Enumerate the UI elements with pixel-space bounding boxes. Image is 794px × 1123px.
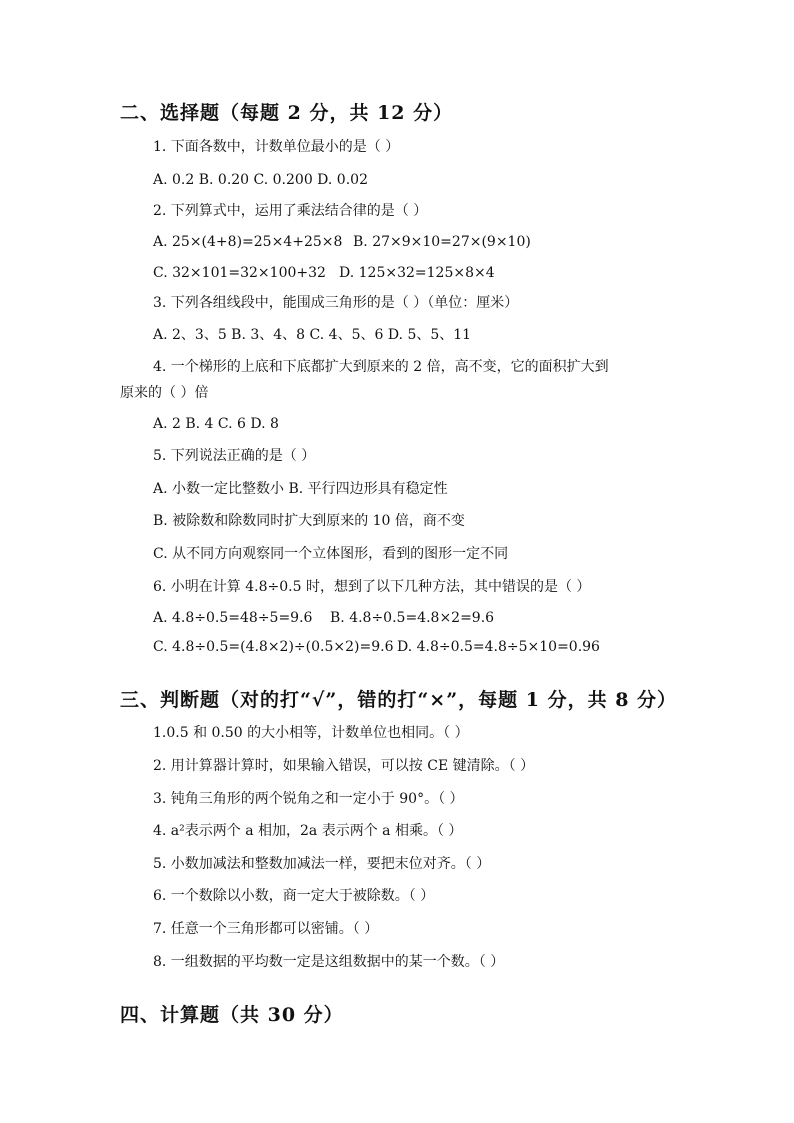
question-1-options: A. 0.2 B. 0.20 C. 0.200 D. 0.02	[153, 172, 368, 188]
judge-item-4: 4. a²表示两个 a 相加，2a 表示两个 a 相乘。（ ）	[153, 823, 463, 839]
judge-item-7: 7. 任意一个三角形都可以密铺。（ ）	[153, 921, 379, 937]
question-1-stem: 1. 下面各数中，计数单位最小的是（ ）	[153, 139, 400, 155]
question-2-stem: 2. 下列算式中，运用了乘法结合律的是（ ）	[153, 203, 428, 219]
judge-item-6: 6. 一个数除以小数，商一定大于被除数。（ ）	[153, 888, 435, 904]
question-6-option-b: B. 4.8÷0.5=4.8×2=9.6	[330, 610, 495, 626]
question-2-option-c: C. 32×101=32×100+32	[153, 265, 326, 281]
question-3-options: A. 2、3、5 B. 3、4、8 C. 4、5、6 D. 5、5、11	[153, 327, 472, 343]
section-heading-choice: 二、选择题（每题 2 分，共 12 分）	[120, 102, 454, 124]
section-heading-calculation: 四、计算题（共 30 分）	[120, 1004, 344, 1026]
question-5-option-ab: A. 小数一定比整数小 B. 平行四边形具有稳定性	[153, 481, 448, 497]
judge-item-3: 3. 钝角三角形的两个锐角之和一定小于 90°。（ ）	[153, 791, 464, 807]
section-heading-true-false: 三、判断题（对的打“√”，错的打“×”，每题 1 分，共 8 分）	[120, 689, 678, 711]
judge-item-5: 5. 小数加减法和整数加减法一样，要把末位对齐。（ ）	[153, 856, 491, 872]
judge-item-1: 1.0.5 和 0.50 的大小相等，计数单位也相同。（ ）	[153, 725, 469, 741]
question-2-option-d: D. 125×32=125×8×4	[339, 265, 495, 281]
question-4-stem-line2: 原来的（ ）倍	[120, 385, 209, 401]
question-6-option-c: C. 4.8÷0.5=(4.8×2)÷(0.5×2)=9.6	[153, 639, 394, 655]
question-3-stem: 3. 下列各组线段中，能围成三角形的是（ ）（单位：厘米）	[153, 295, 519, 311]
question-2-option-b: B. 27×9×10=27×(9×10)	[353, 234, 531, 250]
question-6-option-d: D. 4.8÷0.5=4.8÷5×10=0.96	[397, 639, 600, 655]
question-6-option-a: A. 4.8÷0.5=48÷5=9.6	[153, 610, 313, 626]
question-5-option-c: C. 从不同方向观察同一个立体图形，看到的图形一定不同	[153, 546, 509, 562]
question-2-option-a: A. 25×(4+8)=25×4+25×8	[153, 234, 343, 250]
question-4-options: A. 2 B. 4 C. 6 D. 8	[153, 416, 279, 432]
judge-item-8: 8. 一组数据的平均数一定是这组数据中的某一个数。（ ）	[153, 954, 505, 970]
question-5-stem: 5. 下列说法正确的是（ ）	[153, 448, 316, 464]
question-5-option-b2: B. 被除数和除数同时扩大到原来的 10 倍，商不变	[153, 513, 465, 529]
question-6-stem: 6. 小明在计算 4.8÷0.5 时，想到了以下几种方法，其中错误的是（ ）	[153, 579, 591, 595]
question-4-stem-line1: 4. 一个梯形的上底和下底都扩大到原来的 2 倍，高不变，它的面积扩大到	[153, 359, 609, 375]
judge-item-2: 2. 用计算器计算时，如果输入错误，可以按 CE 键清除。（ ）	[153, 758, 535, 774]
